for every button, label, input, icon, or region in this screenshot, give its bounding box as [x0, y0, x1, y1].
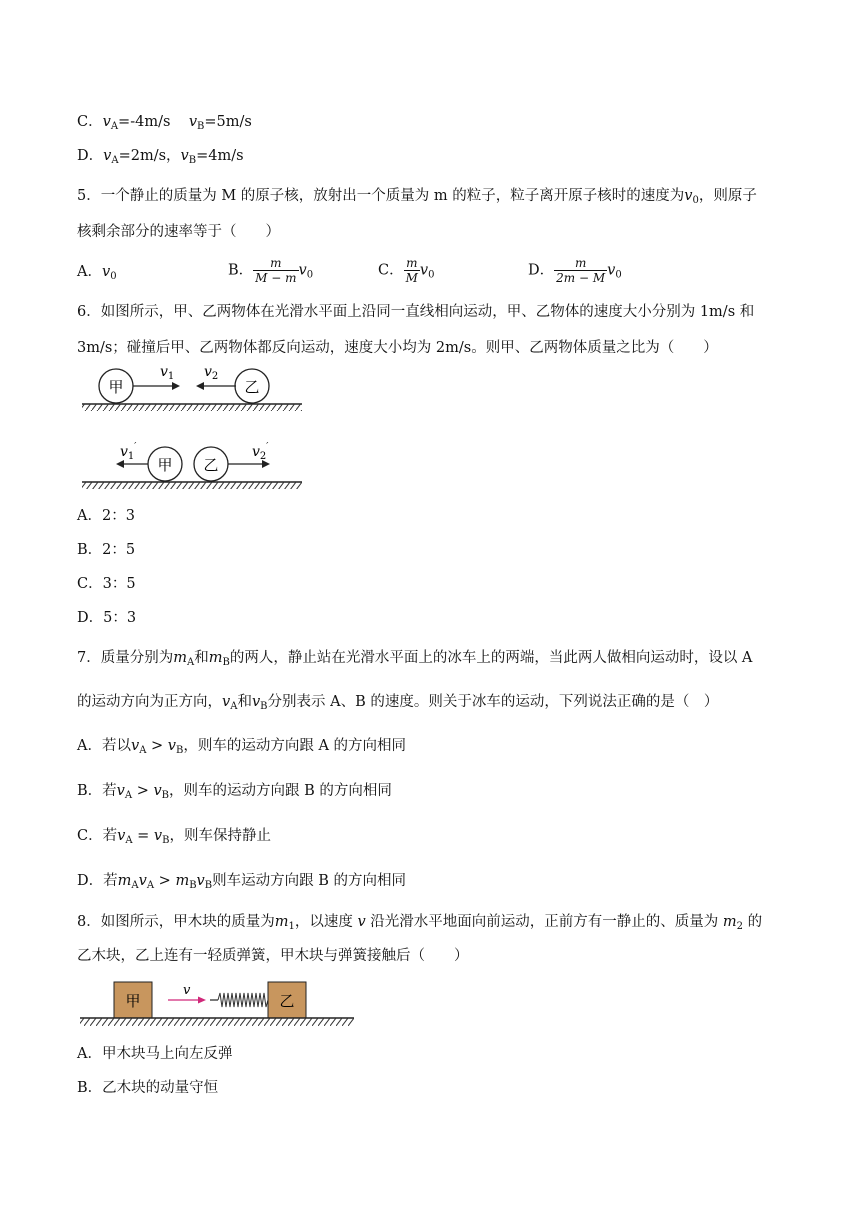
jia-label: 甲 — [108, 378, 124, 396]
velocity-label: v — [183, 983, 191, 998]
yi-label: 乙 — [244, 378, 260, 396]
q8-spring-figure — [78, 978, 358, 1036]
q5-option-c: C． $\frac{m}{M}$ $v_0$ — [378, 256, 435, 285]
q8-ground-hatch — [80, 1018, 354, 1026]
q6-option-a: A．2：3 — [77, 508, 135, 524]
q6-option-b: B．2：5 — [77, 542, 136, 558]
v1-label: $v_1$ — [160, 364, 175, 382]
q8-option-b: B．乙木块的动量守恒 — [77, 1080, 219, 1096]
q6-collision-figure — [80, 362, 310, 497]
q8-stem-line1: 8．如图所示，甲木块的质量为$m_1$，以速度 v 沿光滑水平地面向前运动，正前方有一静止的、质量为 $m_2$ 的 — [77, 914, 763, 932]
ground-hatch — [82, 404, 302, 411]
q4-option-d: D．$v_A=2m/s$，$v_B=4m/s$ — [77, 148, 244, 166]
v2-prime-label: $v_2'$ — [252, 442, 269, 462]
q7-option-b: B．若$v_A > v_B$，则车的运动方向跟 B 的方向相同 — [77, 783, 392, 801]
q5-option-a: A．$v_0$ — [77, 264, 117, 282]
velocity-arrowhead — [198, 997, 206, 1004]
q7-option-d: D．若$m_Av_A > m_Bv_B$则车运动方向跟 B 的方向相同 — [77, 873, 406, 891]
q4-option-c: C．$v_A=-4m/s$ $v_B=5m/s$ — [77, 114, 252, 132]
q6-after-collision — [82, 442, 302, 489]
q8-option-a: A．甲木块马上向左反弹 — [77, 1046, 233, 1062]
q6-option-c: C．3：5 — [77, 576, 136, 592]
spring — [210, 993, 268, 1007]
q5-option-b: B． $\frac{m}{M - m}$ $v_0$ — [228, 256, 314, 285]
q5-stem-line2: 核剩余部分的速率等于（ ） — [77, 224, 280, 240]
v1-prime-arrowhead — [116, 460, 124, 468]
v2-label: $v_2$ — [204, 364, 219, 382]
q8-stem-line2: 乙木块，乙上连有一轻质弹簧，甲木块与弹簧接触后（ ） — [77, 948, 469, 964]
yi-label-after: 乙 — [203, 456, 219, 474]
ground-hatch-after — [82, 482, 302, 489]
yi-block-label: 乙 — [279, 992, 295, 1010]
q7-stem-line2: 的运动方向为正方向，$v_A$和$v_B$分别表示 A、B 的速度。则关于冰车的运动，下列说法正确的是（ ） — [77, 694, 719, 712]
q6-before-collision — [82, 364, 302, 411]
q7-option-a: A．若以$v_A > v_B$，则车的运动方向跟 A 的方向相同 — [77, 738, 407, 756]
jia-block-label: 甲 — [125, 992, 141, 1010]
q6-stem-line1: 6．如图所示，甲、乙两物体在光滑水平面上沿同一直线相向运动，甲、乙物体的速度大小分别为 1m/s 和 — [77, 304, 755, 320]
v1-arrowhead — [172, 382, 180, 390]
jia-label-after: 甲 — [157, 456, 173, 474]
q7-option-c: C．若$v_A = v_B$，则车保持静止 — [77, 828, 271, 846]
v2-arrowhead — [196, 382, 204, 390]
q6-stem-line2: 3m/s；碰撞后甲、乙两物体都反向运动，速度大小均为 2m/s。则甲、乙两物体质量之比为（ ） — [77, 340, 718, 356]
q6-option-d: D．5：3 — [77, 610, 137, 626]
q5-stem-line1: 5．一个静止的质量为 M 的原子核，放射出一个质量为 m 的粒子，粒子离开原子核时的速度为$v_0$，则原子 — [77, 188, 757, 206]
q7-stem-line1: 7．质量分别为$m_A$和$m_B$的两人，静止站在光滑水平面上的冰车上的两端，当此两人做相向运动时，设以 A — [77, 650, 753, 668]
v1-prime-label: $v_1'$ — [120, 442, 137, 462]
q5-option-d: D． $\frac{m}{2m - M}$ $v_0$ — [528, 256, 622, 285]
